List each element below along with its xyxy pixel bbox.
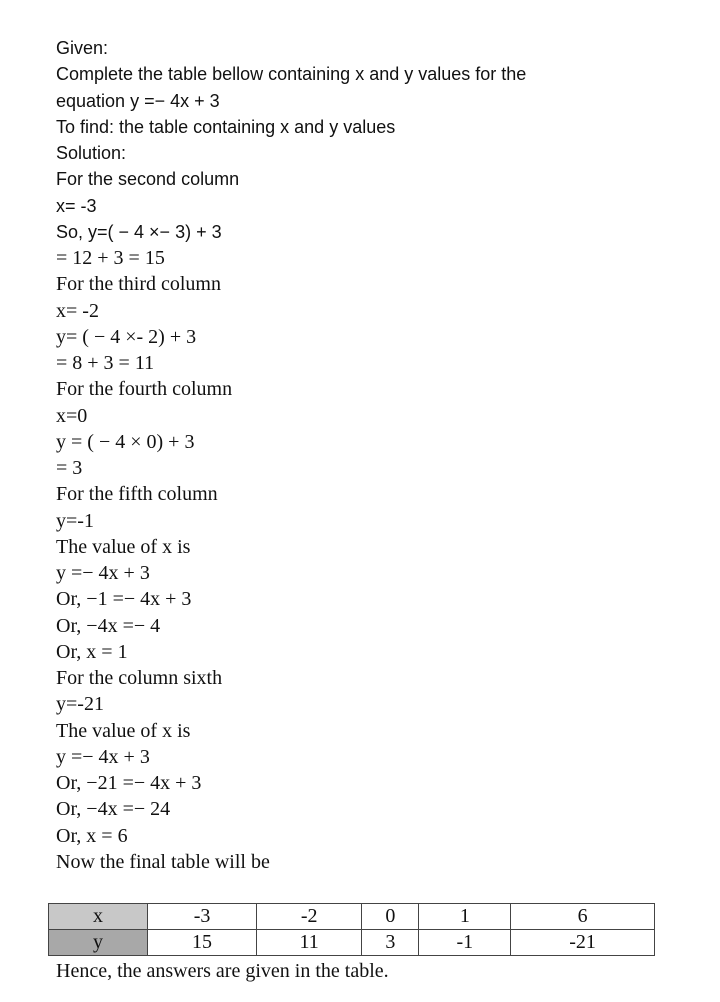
row-header-x: x <box>49 904 148 930</box>
text-line: Now the final table will be <box>56 850 270 873</box>
table-cell: 1 <box>419 904 511 930</box>
text-line: The value of x is <box>56 719 191 742</box>
text-line: y=-21 <box>56 693 104 716</box>
table-row-x <box>49 904 655 930</box>
table-cell: -2 <box>257 904 362 930</box>
text-line: = 8 + 3 = 11 <box>56 352 155 374</box>
table-cell: -3 <box>148 904 257 930</box>
text-line: = 3 <box>56 457 83 479</box>
text-line: For the second column <box>56 169 240 190</box>
conclusion-text: Hence, the answers are given in the table. <box>56 960 389 982</box>
table-cell: -1 <box>419 930 511 956</box>
text-line: Or, −4x =− 4 <box>56 614 161 637</box>
text-line: = 12 + 3 = 15 <box>56 247 165 269</box>
text-line: For the fifth column <box>56 483 218 506</box>
text-line: So, y=( − 4 ×− 3) + 3 <box>56 221 222 242</box>
text-line: x=0 <box>56 404 88 427</box>
text-line: Solution: <box>56 143 127 163</box>
table-row-y <box>49 930 655 956</box>
text-line: x= -2 <box>56 299 99 322</box>
text-line: Or, −21 =− 4x + 3 <box>56 772 202 794</box>
text-line: y= ( − 4 ×- 2) + 3 <box>56 325 197 348</box>
text-line: For the third column <box>56 273 221 296</box>
text-line: y =− 4x + 3 <box>56 562 150 584</box>
text-line: Or, −4x =− 24 <box>56 798 171 821</box>
table-cell: -21 <box>511 930 655 956</box>
text-line: Or, −1 =− 4x + 3 <box>56 588 192 611</box>
table-cell: 6 <box>511 904 655 930</box>
text-line: To find: the table containing x and y values <box>56 116 396 137</box>
text-line: x= -3 <box>56 195 97 216</box>
text-line: y=-1 <box>56 509 94 532</box>
table-cell: 3 <box>362 930 419 956</box>
text-line: For the column sixth <box>56 667 223 689</box>
text-line: The value of x is <box>56 535 191 558</box>
solution-text <box>56 35 676 875</box>
xy-values-table <box>48 903 655 956</box>
text-line: y = ( − 4 × 0) + 3 <box>56 430 195 453</box>
text-line: equation y =− 4x + 3 <box>56 90 220 111</box>
text-line: Complete the table bellow containing x and y values for the <box>56 64 527 85</box>
row-header-y: y <box>49 930 148 956</box>
table-cell: 0 <box>362 904 419 930</box>
table-cell: 11 <box>257 930 362 956</box>
text-line: Or, x = 6 <box>56 824 128 847</box>
text-line: Or, x = 1 <box>56 640 128 663</box>
table-cell: 15 <box>148 930 257 956</box>
text-line: Given: <box>56 38 109 58</box>
text-line: y =− 4x + 3 <box>56 745 150 768</box>
text-line: For the fourth column <box>56 378 233 401</box>
